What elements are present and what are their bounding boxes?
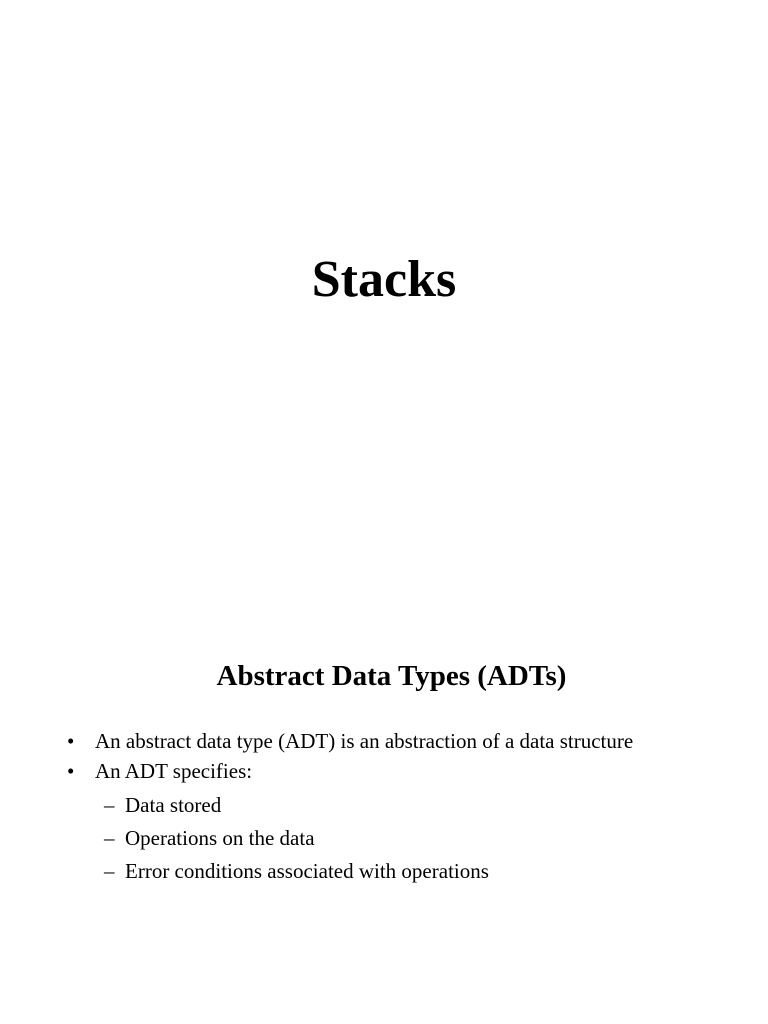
bullet-text: An abstract data type (ADT) is an abstraction of a data structure — [95, 729, 634, 753]
sub-item-data-stored — [0, 789, 768, 822]
sub-bullet-text: Operations on the data — [125, 826, 315, 850]
slide-title: Stacks — [311, 251, 457, 308]
sub-bullet-text: Data stored — [125, 793, 222, 817]
bullet-list — [0, 726, 768, 888]
bullet-marker: • — [67, 729, 75, 753]
sub-bullet-marker: – — [104, 826, 115, 850]
sub-bullet-marker: – — [104, 859, 115, 883]
bullet-item-adt-specifies — [0, 756, 768, 786]
sub-bullet-text: Error conditions associated with operations — [125, 859, 489, 883]
sub-bullet-marker: – — [104, 793, 115, 817]
section-title: Abstract Data Types (ADTs) — [216, 660, 567, 692]
sub-item-operations — [0, 822, 768, 855]
sub-list-wrapper — [0, 789, 768, 888]
sub-item-error-conditions — [0, 855, 768, 888]
sub-bullet-list — [0, 789, 768, 888]
bullet-marker: • — [67, 759, 75, 783]
bullet-item-adt-definition — [0, 726, 768, 756]
bullet-text: An ADT specifies: — [95, 759, 253, 783]
